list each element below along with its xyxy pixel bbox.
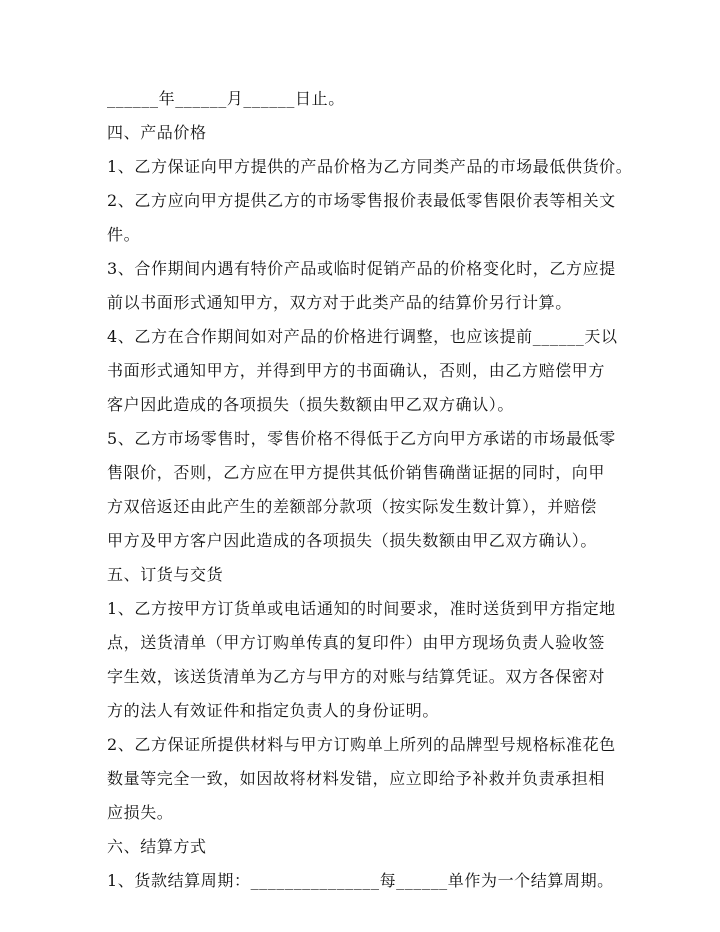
section-heading-product-price: 四、产品价格: [107, 123, 207, 142]
text-line: 1、货款结算周期：_______________每______单作为一个结算周期。: [107, 871, 614, 890]
text-line: ______年______月______日止。: [107, 89, 345, 108]
text-line: 前以书面形式通知甲方，双方对于此类产品的结算价另行计算。: [107, 293, 572, 312]
text-line: 点，送货清单（甲方订购单传真的复印件）由甲方现场负责人验收签: [107, 633, 606, 652]
text-line: 应损失。: [107, 803, 174, 822]
text-line: 3、合作期间内遇有特价产品或临时促销产品的价格变化时，乙方应提: [107, 259, 616, 278]
text-line: 方的法人有效证件和指定负责人的身份证明。: [107, 701, 440, 720]
text-line: 书面形式通知甲方，并得到甲方的书面确认，否则，由乙方赔偿甲方: [107, 361, 606, 380]
text-line: 字生效，该送货清单为乙方与甲方的对账与结算凭证。双方各保密对: [107, 667, 606, 686]
text-line: 1、乙方按甲方订货单或电话通知的时间要求，准时送货到甲方指定地: [107, 599, 616, 618]
text-line: 1、乙方保证向甲方提供的产品价格为乙方同类产品的市场最低供货价。: [107, 157, 633, 176]
section-heading-settlement-method: 六、结算方式: [107, 837, 207, 856]
text-line: 4、乙方在合作期间如对产品的价格进行调整，也应该提前______天以: [107, 327, 618, 346]
text-line: 甲方及甲方客户因此造成的各项损失（损失数额由甲乙双方确认）。: [107, 531, 598, 550]
text-line: 售限价，否则，乙方应在甲方提供其低价销售确凿证据的同时，向甲: [107, 463, 606, 482]
text-line: 数量等完全一致，如因故将材料发错，应立即给予补救并负责承担相: [107, 769, 606, 788]
text-line: 件。: [107, 225, 141, 244]
text-line: 2、乙方应向甲方提供乙方的市场零售报价表最低零售限价表等相关文: [107, 191, 616, 210]
text-line: 2、乙方保证所提供材料与甲方订购单上所列的品牌型号规格标准花色: [107, 735, 616, 754]
text-line: 方双倍返还由此产生的差额部分款项（按实际发生数计算），并赔偿: [107, 497, 598, 516]
text-line: 客户因此造成的各项损失（损失数额由甲乙双方确认）。: [107, 395, 515, 414]
text-line: 5、乙方市场零售时，零售价格不得低于乙方向甲方承诺的市场最低零: [107, 429, 616, 448]
section-heading-ordering-delivery: 五、订货与交货: [107, 565, 224, 584]
